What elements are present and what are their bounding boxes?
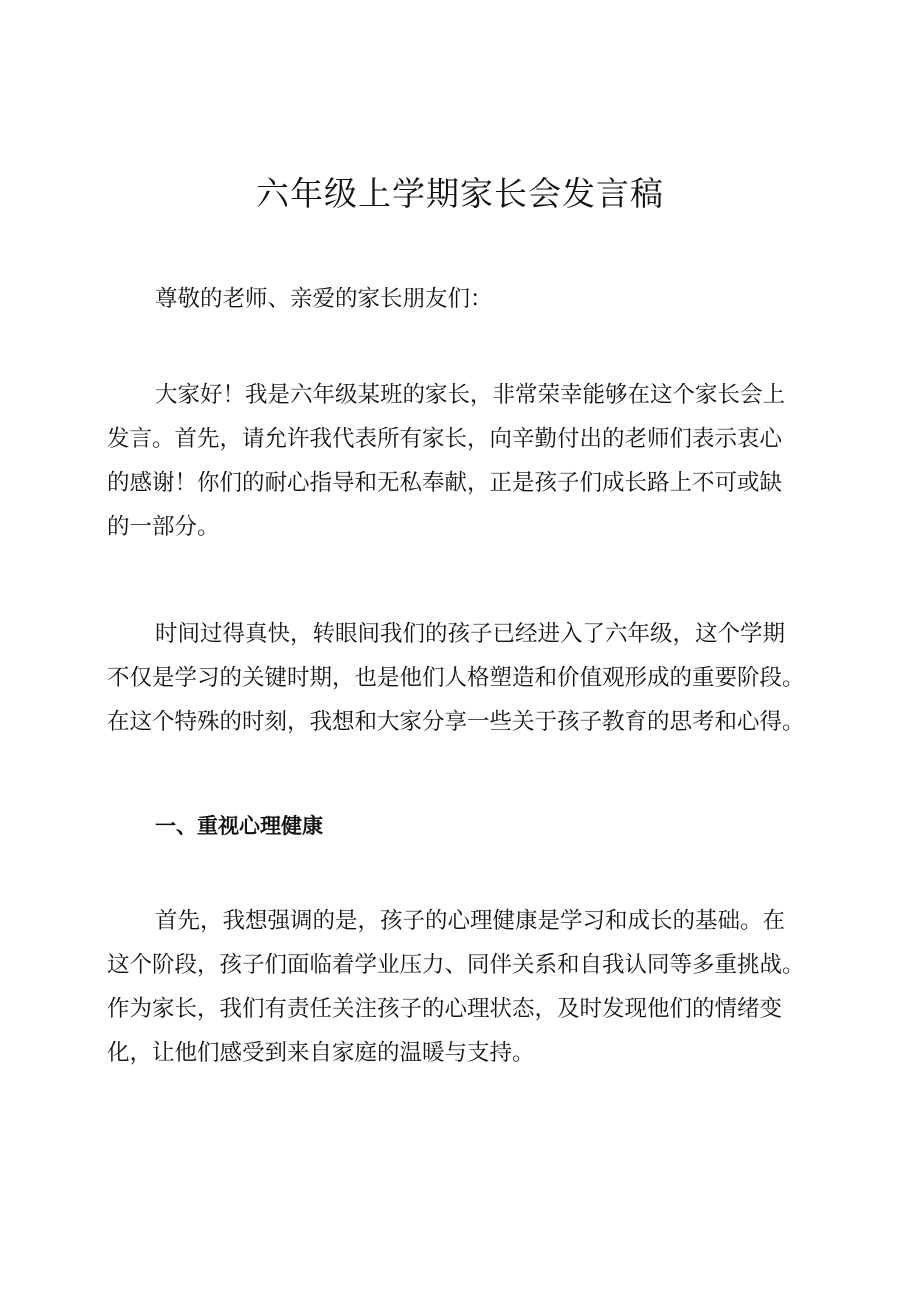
document-title: 六年级上学期家长会发言稿 bbox=[256, 174, 664, 213]
paragraph-line: 时间过得真快，转眼间我们的孩子已经进入了六年级，这个学期 bbox=[155, 621, 786, 647]
paragraph-greeting bbox=[107, 373, 819, 549]
paragraph-line: 的感谢！你们的耐心指导和无私奉献，正是孩子们成长路上不可或缺 bbox=[107, 470, 783, 496]
salutation-text: 尊敬的老师、亲爱的家长朋友们： bbox=[155, 286, 493, 312]
paragraph-line: 不仅是学习的关键时期，也是他们人格塑造和价值观形成的重要阶段。 bbox=[107, 665, 805, 691]
paragraph-line: 化，让他们感受到来自家庭的温暖与支持。 bbox=[107, 1040, 535, 1066]
paragraph-line: 发言。首先，请允许我代表所有家长，向辛勤付出的老师们表示衷心 bbox=[107, 426, 783, 452]
salutation bbox=[107, 277, 819, 321]
paragraph-line: 的一部分。 bbox=[107, 514, 220, 540]
paragraph-line: 在这个特殊的时刻，我想和大家分享一些关于孩子教育的思考和心得。 bbox=[107, 709, 805, 735]
paragraph-line: 作为家长，我们有责任关注孩子的心理状态，及时发现他们的情绪变 bbox=[107, 996, 783, 1022]
paragraph-line: 这个阶段，孩子们面临着学业压力、同伴关系和自我认同等多重挑战。 bbox=[107, 952, 805, 978]
paragraph-line: 大家好！我是六年级某班的家长，非常荣幸能够在这个家长会上 bbox=[155, 382, 786, 408]
section-heading-text: 一、重视心理健康 bbox=[155, 814, 323, 838]
section-heading bbox=[107, 804, 819, 848]
paragraph-mental-health bbox=[107, 899, 819, 1075]
paragraph-sixth-grade bbox=[107, 612, 819, 744]
paragraph-line: 首先，我想强调的是，孩子的心理健康是学习和成长的基础。在 bbox=[155, 908, 786, 934]
